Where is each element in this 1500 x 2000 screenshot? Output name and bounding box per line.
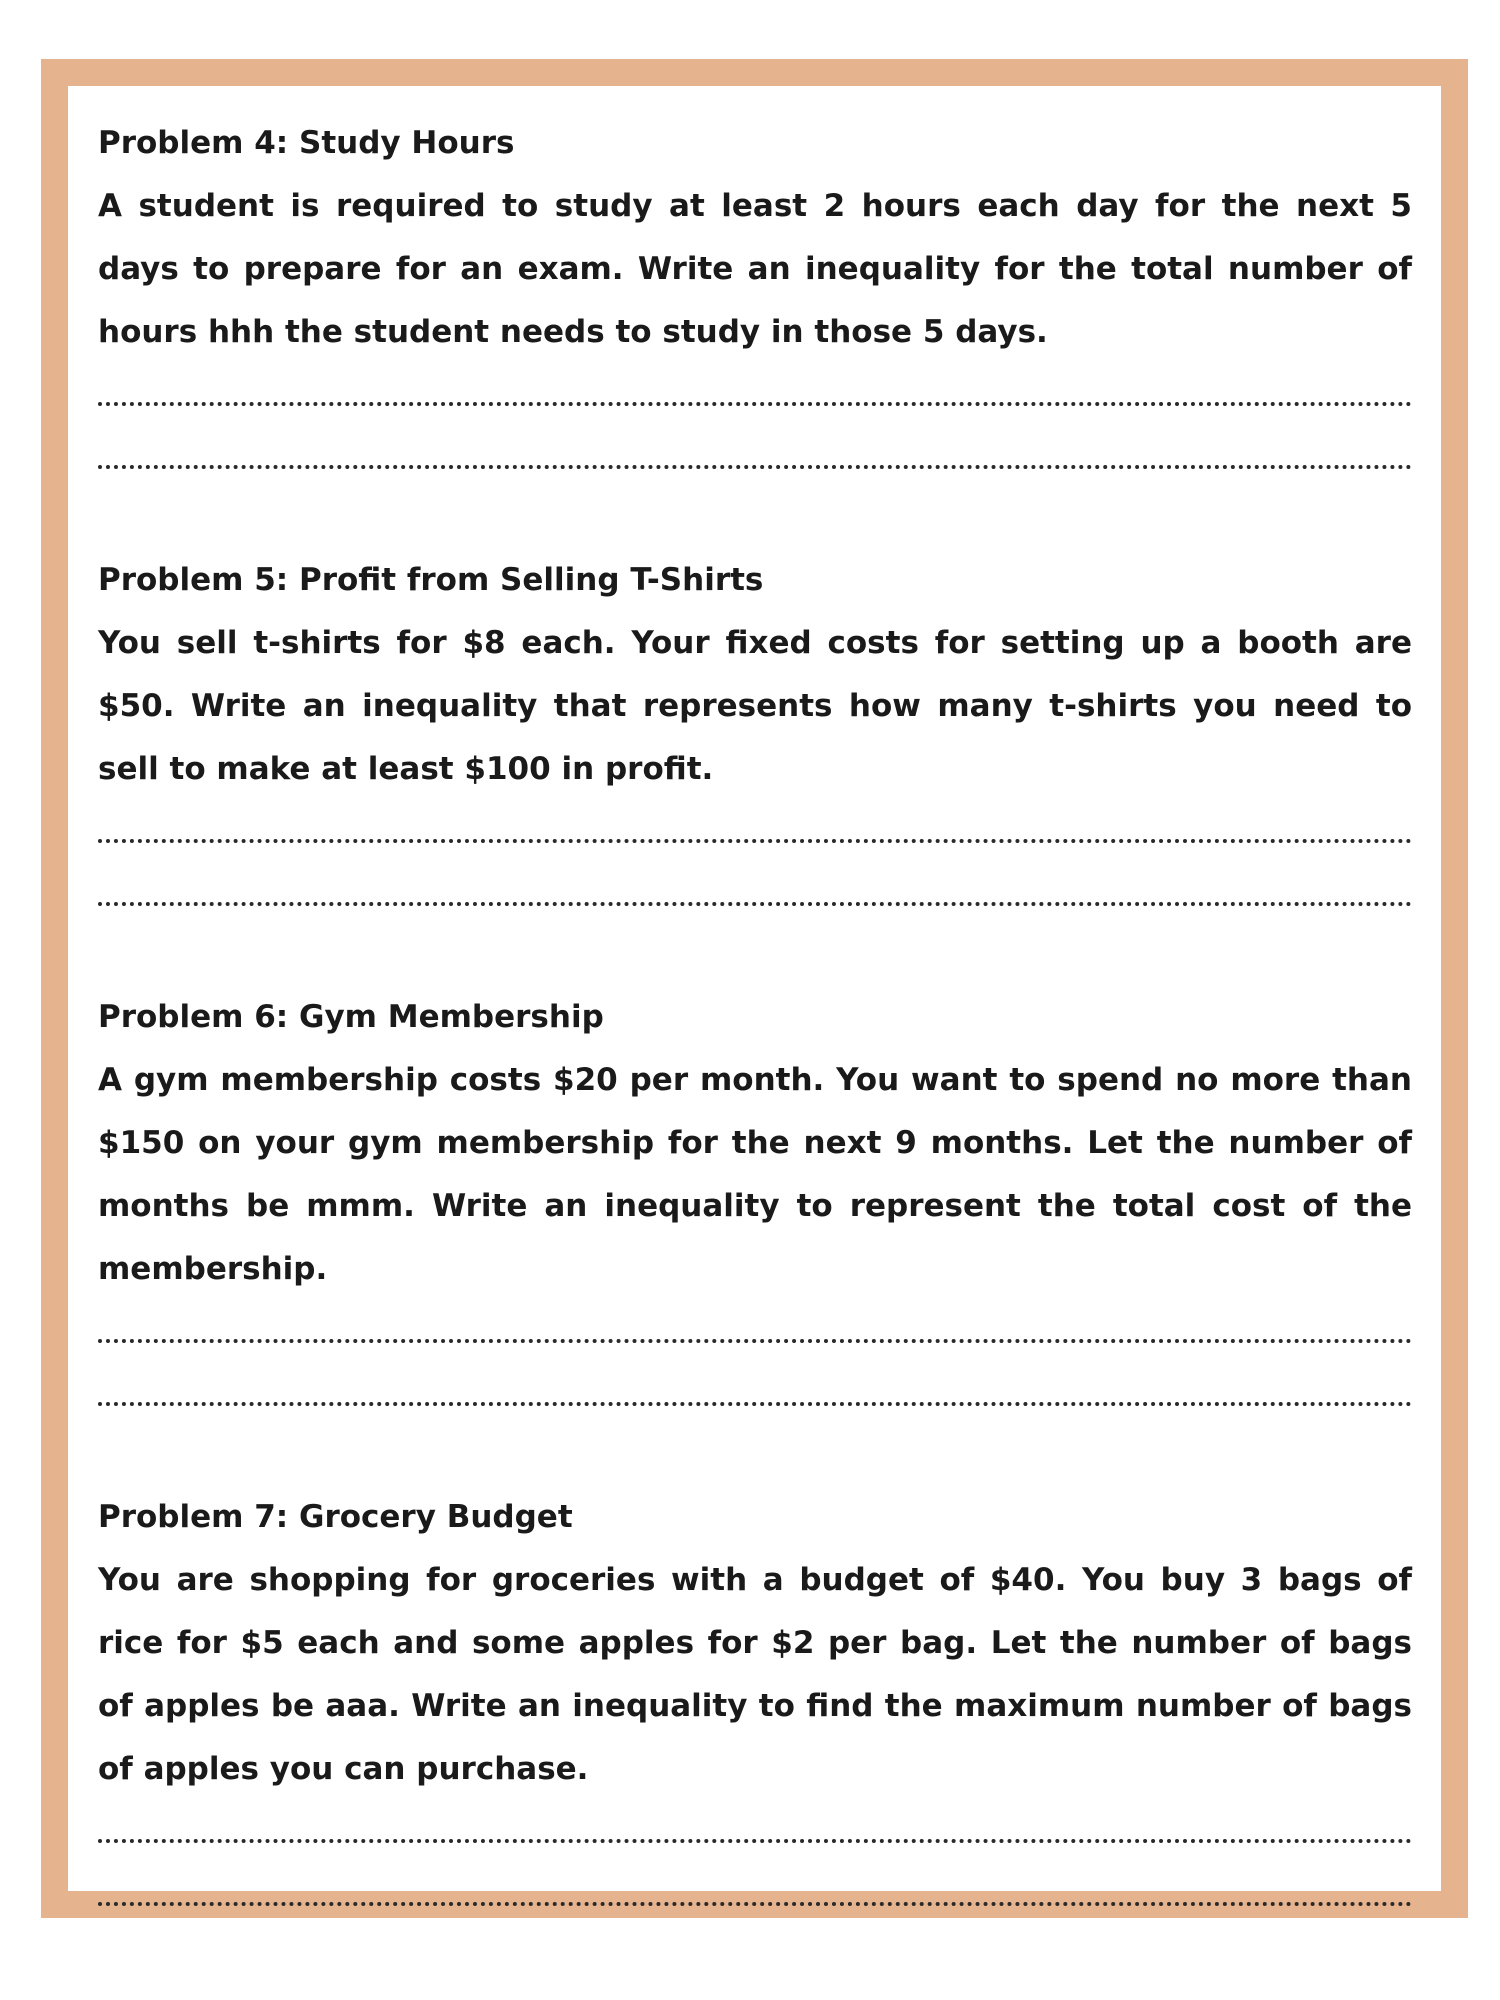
problem-title: Problem 7: Grocery Budget: [98, 1499, 573, 1535]
problem-title: Problem 5: Profit from Selling T-Shirts: [98, 562, 764, 598]
problem-text: You sell t-shirts for $8 each. Your fixed costs for setting up a booth are $50. Write an inequality that represents how many t-shirts you need to sell to make at least $100 in profit.: [98, 625, 1412, 787]
answer-line[interactable]: [98, 864, 1412, 927]
problem-text: A student is required to study at least 2 hours each day for the next 5 days to prepare for an exam. Write an inequality for the total number of hours hhh the student needs to study in those 5 days.: [98, 188, 1412, 350]
spacer: [98, 927, 1412, 986]
problem-5: [98, 549, 1412, 927]
problem-4: [98, 112, 1412, 490]
problem-title: Problem 4: Study Hours: [98, 125, 515, 161]
problem-7: [98, 1486, 1412, 1927]
problem-text: You are shopping for groceries with a budget of $40. You buy 3 bags of rice for $5 each and some apples for $2 per bag. Let the number of bags of apples be aaa. Write an inequality to find the maximum number of bags of apples you can purchase.: [98, 1562, 1412, 1787]
worksheet-content: [98, 112, 1412, 1927]
spacer: [98, 1427, 1412, 1486]
problem-6: [98, 986, 1412, 1427]
problem-title: Problem 6: Gym Membership: [98, 999, 604, 1035]
answer-line[interactable]: [98, 801, 1412, 864]
problem-text: A gym membership costs $20 per month. You want to spend no more than $150 on your gym membership for the next 9 months. Let the number of months be mmm. Write an inequality to represent the total cost of the membership.: [98, 1062, 1412, 1287]
spacer: [98, 490, 1412, 549]
answer-line[interactable]: [98, 1864, 1412, 1927]
answer-line[interactable]: [98, 364, 1412, 427]
answer-line[interactable]: [98, 427, 1412, 490]
answer-line[interactable]: [98, 1801, 1412, 1864]
answer-line[interactable]: [98, 1301, 1412, 1364]
answer-line[interactable]: [98, 1364, 1412, 1427]
